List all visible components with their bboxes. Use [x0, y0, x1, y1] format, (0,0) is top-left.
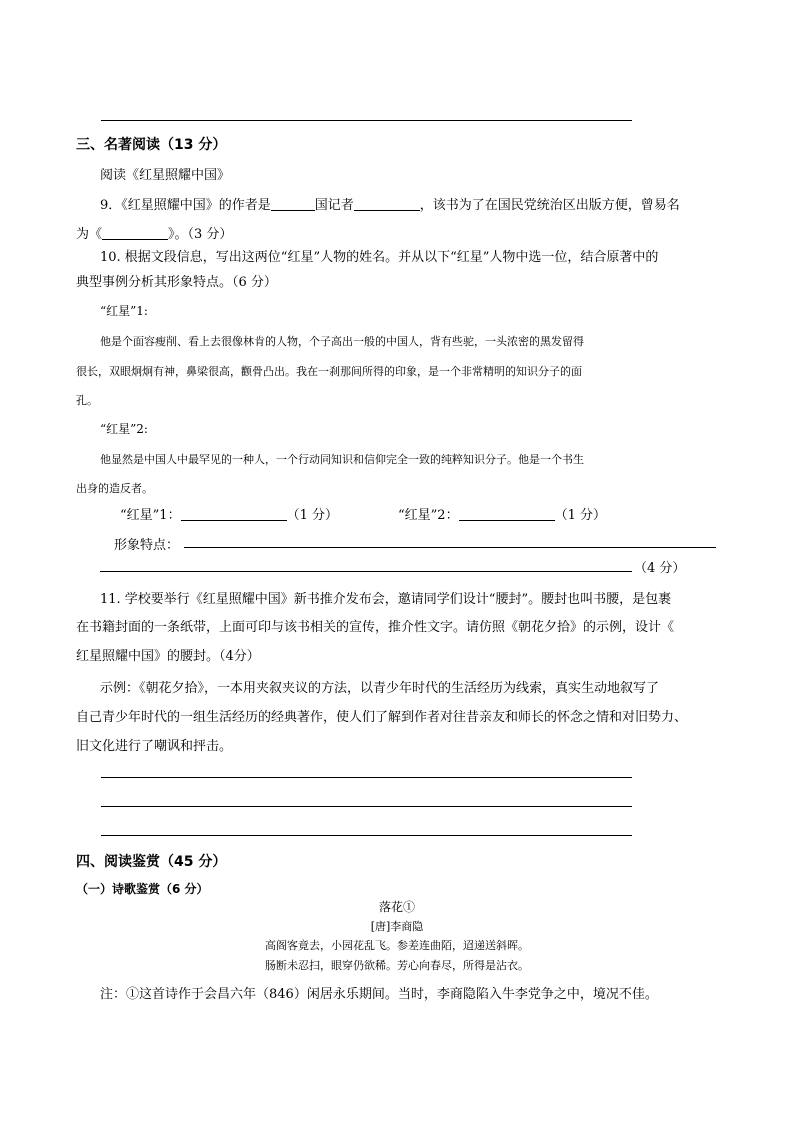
- red-star-2-text-l1: 他显然是中国人中最罕见的一种人，一个行动同知识和信仰完全一致的纯粹知识分子。他是一个书生: [100, 453, 584, 466]
- question-9-line1: 9．《红星照耀中国》的作者是 国记者 ，该书为了在国民党统治区出版方便，曾易名: [100, 198, 680, 213]
- waist-answer-line-1[interactable]: [101, 777, 632, 778]
- blank-author[interactable]: [354, 196, 420, 211]
- section-heading: 四、阅读鉴赏（45 分）: [76, 854, 227, 870]
- subsection-heading: （一）诗歌鉴赏（6 分）: [76, 882, 209, 896]
- blank-alt-title[interactable]: [102, 225, 168, 240]
- trait-label: 形象特点：: [114, 538, 180, 553]
- trait-answer-line-1[interactable]: [184, 547, 716, 548]
- waist-answer-line-3[interactable]: [101, 835, 632, 836]
- question-10-line1: 10. 根据文段信息，写出这两位“红星”人物的姓名。并从以下“红星”人物中选一位，结合原著中的: [100, 250, 659, 265]
- red-star-1-text-l3: 孔。: [76, 394, 98, 407]
- example-line1: 示例：《朝花夕拾》，一本用夹叙夹议的方法，以青少年时代的生活经历为线索，真实生动地叙写了: [100, 681, 660, 696]
- example-line3: 旧文化进行了嘲讽和抨击。: [76, 739, 233, 754]
- question-11-line1: 11. 学校要举行《红星照耀中国》新书推介发布会，邀请同学们设计“腰封”。腰封也叫书腰，是包裹: [100, 592, 672, 607]
- question-10-line2: 典型事例分析其形象特点。（6 分）: [76, 275, 277, 290]
- question-11-line3: 红星照耀中国》的腰封。（4分）: [76, 649, 260, 664]
- red-star-1-label: “红星”1:: [100, 304, 148, 318]
- question-9-line2: 为《 》。（3 分）: [76, 227, 233, 242]
- poem-title: 落花①: [378, 900, 415, 914]
- blank-star-1-name[interactable]: [181, 506, 287, 521]
- red-star-1-text-l2: 很长，双眼炯炯有神，鼻梁很高，颧骨凸出。我在一刹那间所得的印象，是一个非常精明的知识分子的面: [76, 365, 582, 378]
- example-line2: 自己青少年时代的一组生活经历的经典著作，使人们了解到作者对往昔亲友和师长的怀念之情和对旧势力、: [76, 710, 688, 725]
- poem-note: 注：①这首诗作于会昌六年（846）闲居永乐期间。当时，李商隐陷入牛李党争之中，境况不佳。: [100, 987, 658, 1002]
- section-heading: 三、名著阅读（13 分）: [76, 137, 227, 153]
- blank-star-2-name[interactable]: [459, 506, 555, 521]
- answer-line-top: [101, 120, 632, 121]
- red-star-2-label: “红星”2:: [100, 422, 148, 436]
- poem-line-2: 肠断未忍扫，眼穿仍欲稀。芳心向春尽，所得是沾衣。: [265, 959, 529, 972]
- trait-answer-line-2[interactable]: [100, 571, 632, 572]
- trait-score: （4 分）: [634, 561, 686, 576]
- blank-nationality[interactable]: [271, 196, 315, 211]
- answer-star-2: “红星”2： （1 分）: [398, 508, 606, 523]
- red-star-1-text-l1: 他是个面容瘦削、看上去很像林肯的人物，个子高出一般的中国人，背有些驼，一头浓密的黑发留得: [100, 335, 584, 348]
- red-star-2-text-l2: 出身的造反者。: [76, 482, 153, 495]
- question-11-line2: 在书籍封面的一条纸带，上面可印与该书相关的宣传，推介性文字。请仿照《朝花夕拾》的示例，设计《: [76, 620, 675, 635]
- answer-star-1: “红星”1： （1 分）: [120, 508, 338, 523]
- waist-answer-line-2[interactable]: [101, 806, 632, 807]
- reading-intro: 阅读《红星照耀中国》: [100, 168, 231, 183]
- poem-line-1: 高阁客竟去，小园花乱飞。参差连曲陌，迢递送斜晖。: [265, 939, 529, 952]
- poem-author: [唐]李商隐: [370, 920, 424, 933]
